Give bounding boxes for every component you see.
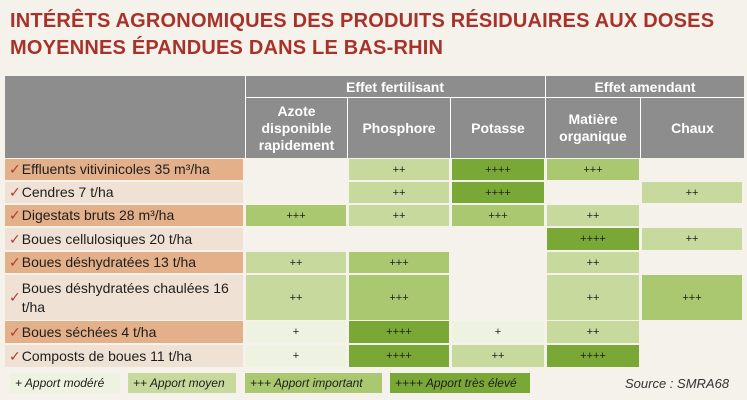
group-header-amendant: Effet amendant <box>594 78 696 95</box>
table-cell: +++ <box>452 205 544 226</box>
row-label-text: Effluents vitivinicoles 35 m³/ha <box>21 161 210 177</box>
check-icon: ✓ <box>9 230 21 247</box>
check-icon: ✓ <box>9 254 21 270</box>
table-cell: ++ <box>349 182 449 203</box>
table-cell: ++ <box>642 228 742 250</box>
table-cell: + <box>246 345 346 367</box>
table-cell: ++ <box>452 345 544 367</box>
row-label-text: Boues déshydratées 13 t/ha <box>21 254 197 270</box>
table-row-label <box>5 159 243 180</box>
table-cell: ++ <box>547 321 639 343</box>
header-separator <box>450 98 451 158</box>
column-header-potasse: Potasse <box>471 119 525 136</box>
source-note: Source : SMRA68 <box>625 376 730 391</box>
title-line-2: MOYENNES ÉPANDUES DANS LE BAS-RHIN <box>10 37 444 59</box>
legend-item-important: +++ Apport important <box>245 373 382 393</box>
row-label-text: Cendres 7 t/ha <box>21 184 114 200</box>
table-cell: + <box>452 321 544 343</box>
table-cell: +++ <box>349 252 449 273</box>
legend-item-very-high: ++++ Apport très élevé <box>390 373 530 393</box>
title-line-1: INTÉRÊTS AGRONOMIQUES DES PRODUITS RÉSIDUAIRES AUX DOSES <box>10 10 715 32</box>
column-header-matiere-organique: Matière organique <box>559 111 627 144</box>
legend-item-moderate: + Apport modéré <box>10 373 120 393</box>
table-cell: ++ <box>349 159 449 180</box>
page-title <box>10 8 740 62</box>
table-row-label <box>5 275 243 320</box>
table-cell: +++ <box>642 275 742 320</box>
table-cell: +++ <box>547 159 639 180</box>
check-icon: ✓ <box>9 347 21 364</box>
check-icon: ✓ <box>9 289 21 305</box>
table-cell: +++ <box>246 205 346 226</box>
header-separator <box>347 98 348 158</box>
table-cell: ++++ <box>547 228 639 250</box>
table-cell: ++ <box>246 252 346 273</box>
table-row-label <box>5 182 243 203</box>
table-cell: + <box>246 321 346 343</box>
row-label-text: Boues séchées 4 t/ha <box>21 323 157 340</box>
table-cell: ++ <box>547 205 639 226</box>
table-cell: ++++ <box>452 159 544 180</box>
row-label-text: Digestats bruts 28 m³/ha <box>21 207 175 223</box>
table-cell: +++ <box>349 275 449 320</box>
check-icon: ✓ <box>9 323 21 340</box>
table-row-label <box>5 252 243 273</box>
row-label-text: Boues cellulosiques 20 t/ha <box>21 230 193 247</box>
column-header-phosphore: Phosphore <box>362 119 436 136</box>
group-header-fertilisant: Effet fertilisant <box>345 78 444 95</box>
table-row-label <box>5 321 243 343</box>
table-cell: ++ <box>547 275 639 320</box>
header-separator <box>640 98 641 158</box>
column-header-chaux: Chaux <box>671 119 714 136</box>
header-separator <box>545 76 546 158</box>
table-cell: ++ <box>246 275 346 320</box>
row-label-text: Boues déshydratées chaulées 16 t/ha <box>21 279 229 315</box>
table-cell: ++++ <box>547 345 639 367</box>
table-row-label <box>5 345 243 367</box>
table-cell: ++ <box>547 252 639 273</box>
check-icon: ✓ <box>9 184 21 200</box>
table-cell: ++++ <box>349 321 449 343</box>
header-separator <box>245 76 246 158</box>
table-row-label <box>5 228 243 250</box>
table-row-label <box>5 205 243 226</box>
table-cell: ++++ <box>349 345 449 367</box>
check-icon: ✓ <box>9 161 21 177</box>
row-label-text: Composts de boues 11 t/ha <box>21 347 192 364</box>
table-cell: ++++ <box>452 182 544 203</box>
legend-item-medium: ++ Apport moyen <box>128 373 236 393</box>
check-icon: ✓ <box>9 207 21 223</box>
table-cell: ++ <box>349 205 449 226</box>
table-cell: ++ <box>642 182 742 203</box>
column-header-azote: Azote disponible rapidement <box>258 102 335 153</box>
